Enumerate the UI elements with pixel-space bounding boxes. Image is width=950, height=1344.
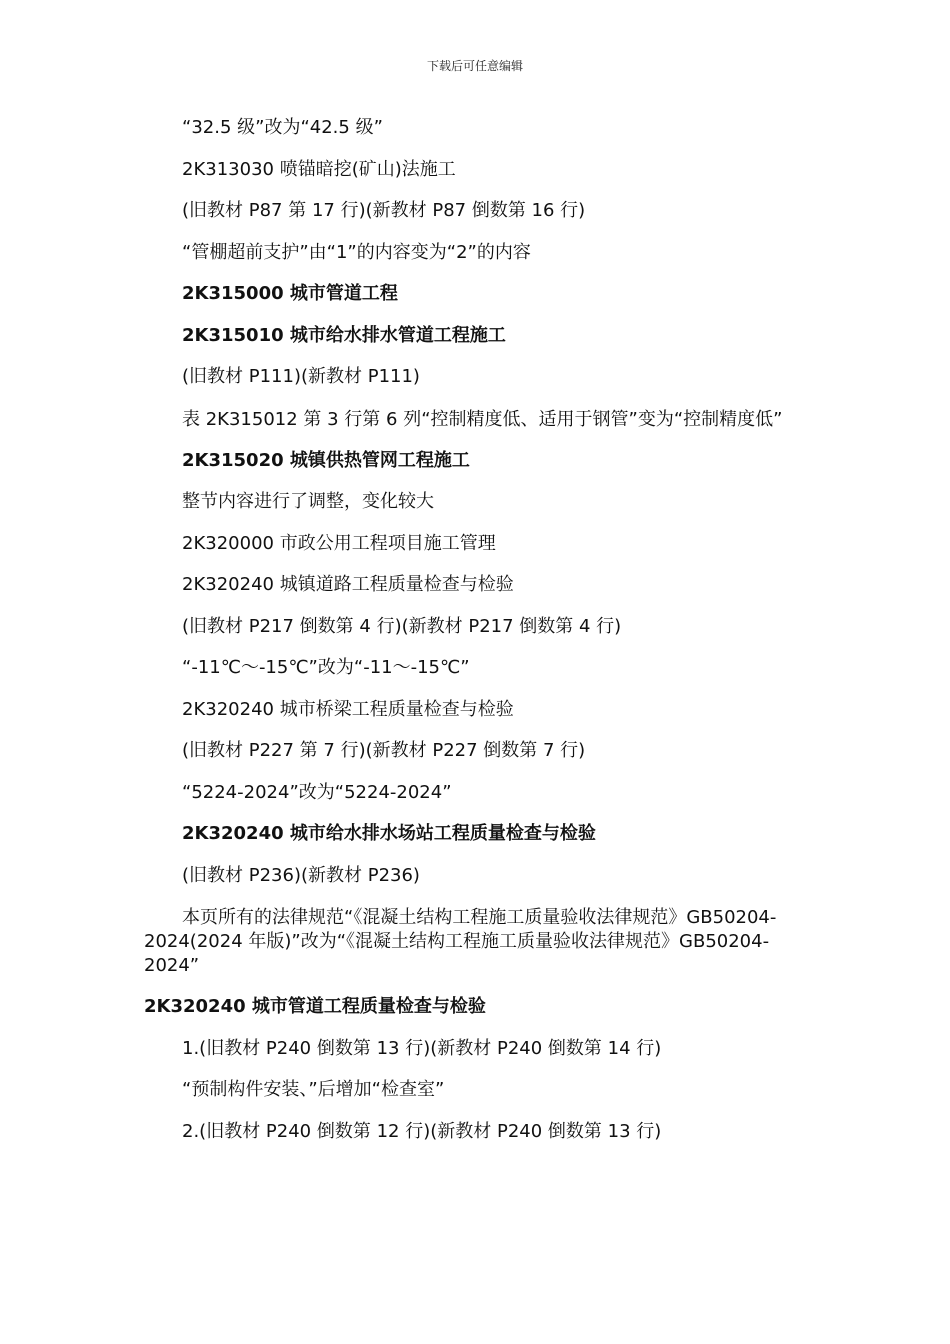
page-reference: 2.(旧教材 P240 倒数第 12 行)(新教材 P240 倒数第 13 行) — [182, 1120, 662, 1142]
section-heading: 2K320240 城市给水排水场站工程质量检查与检验 — [182, 823, 596, 844]
section-heading: 2K315020 城镇供热管网工程施工 — [182, 449, 470, 471]
paragraph: “5224-2024”改为“5224-2024” — [182, 781, 452, 803]
section-code-line: 2K320000 市政公用工程项目施工管理 — [182, 532, 496, 554]
page-reference: 1.(旧教材 P240 倒数第 13 行)(新教材 P240 倒数第 14 行) — [182, 1037, 662, 1059]
page-reference: (旧教材 P227 第 7 行)(新教材 P227 倒数第 7 行) — [182, 740, 586, 761]
paragraph: “32.5 级”改为“42.5 级” — [182, 117, 383, 138]
paragraph: 本页所有的法律规范“《混凝土结构工程施工质量验收法律规范》GB50204-2024(2024 年版)”改为“《混凝土结构工程施工质量验收法律规范》GB50204-2024” — [144, 907, 777, 976]
page-reference: (旧教材 P111)(新教材 P111) — [182, 366, 420, 387]
paragraph: 表 2K315012 第 3 行第 6 列“控制精度低、适用于钢管”变为“控制精度低” — [182, 408, 783, 430]
paragraph: “管棚超前支护”由“1”的内容变为“2”的内容 — [182, 241, 531, 263]
paragraph: 整节内容进行了调整，变化较大 — [182, 491, 434, 512]
section-code-line: 2K320240 城市桥梁工程质量检查与检验 — [182, 698, 514, 720]
page-reference: (旧教材 P236)(新教材 P236) — [182, 864, 420, 886]
paragraph: “-11℃～-15℃”改为“-11～-15℃” — [182, 657, 470, 678]
section-heading: 2K315010 城市给水排水管道工程施工 — [182, 324, 506, 346]
section-heading: 2K315000 城市管道工程 — [182, 283, 398, 304]
section-heading: 2K320240 城市管道工程质量检查与检验 — [144, 996, 486, 1017]
document-body — [144, 117, 824, 1162]
section-code-line: 2K320240 城镇道路工程质量检查与检验 — [182, 574, 514, 595]
paragraph: “预制构件安装、”后增加“检查室” — [182, 1079, 445, 1100]
page-reference: (旧教材 P217 倒数第 4 行)(新教材 P217 倒数第 4 行) — [182, 615, 622, 637]
page-reference: (旧教材 P87 第 17 行)(新教材 P87 倒数第 16 行) — [182, 200, 586, 221]
section-code-line: 2K313030 喷锚暗挖(矿山)法施工 — [182, 158, 456, 180]
page-header: 下载后可任意编辑 — [426, 59, 523, 73]
